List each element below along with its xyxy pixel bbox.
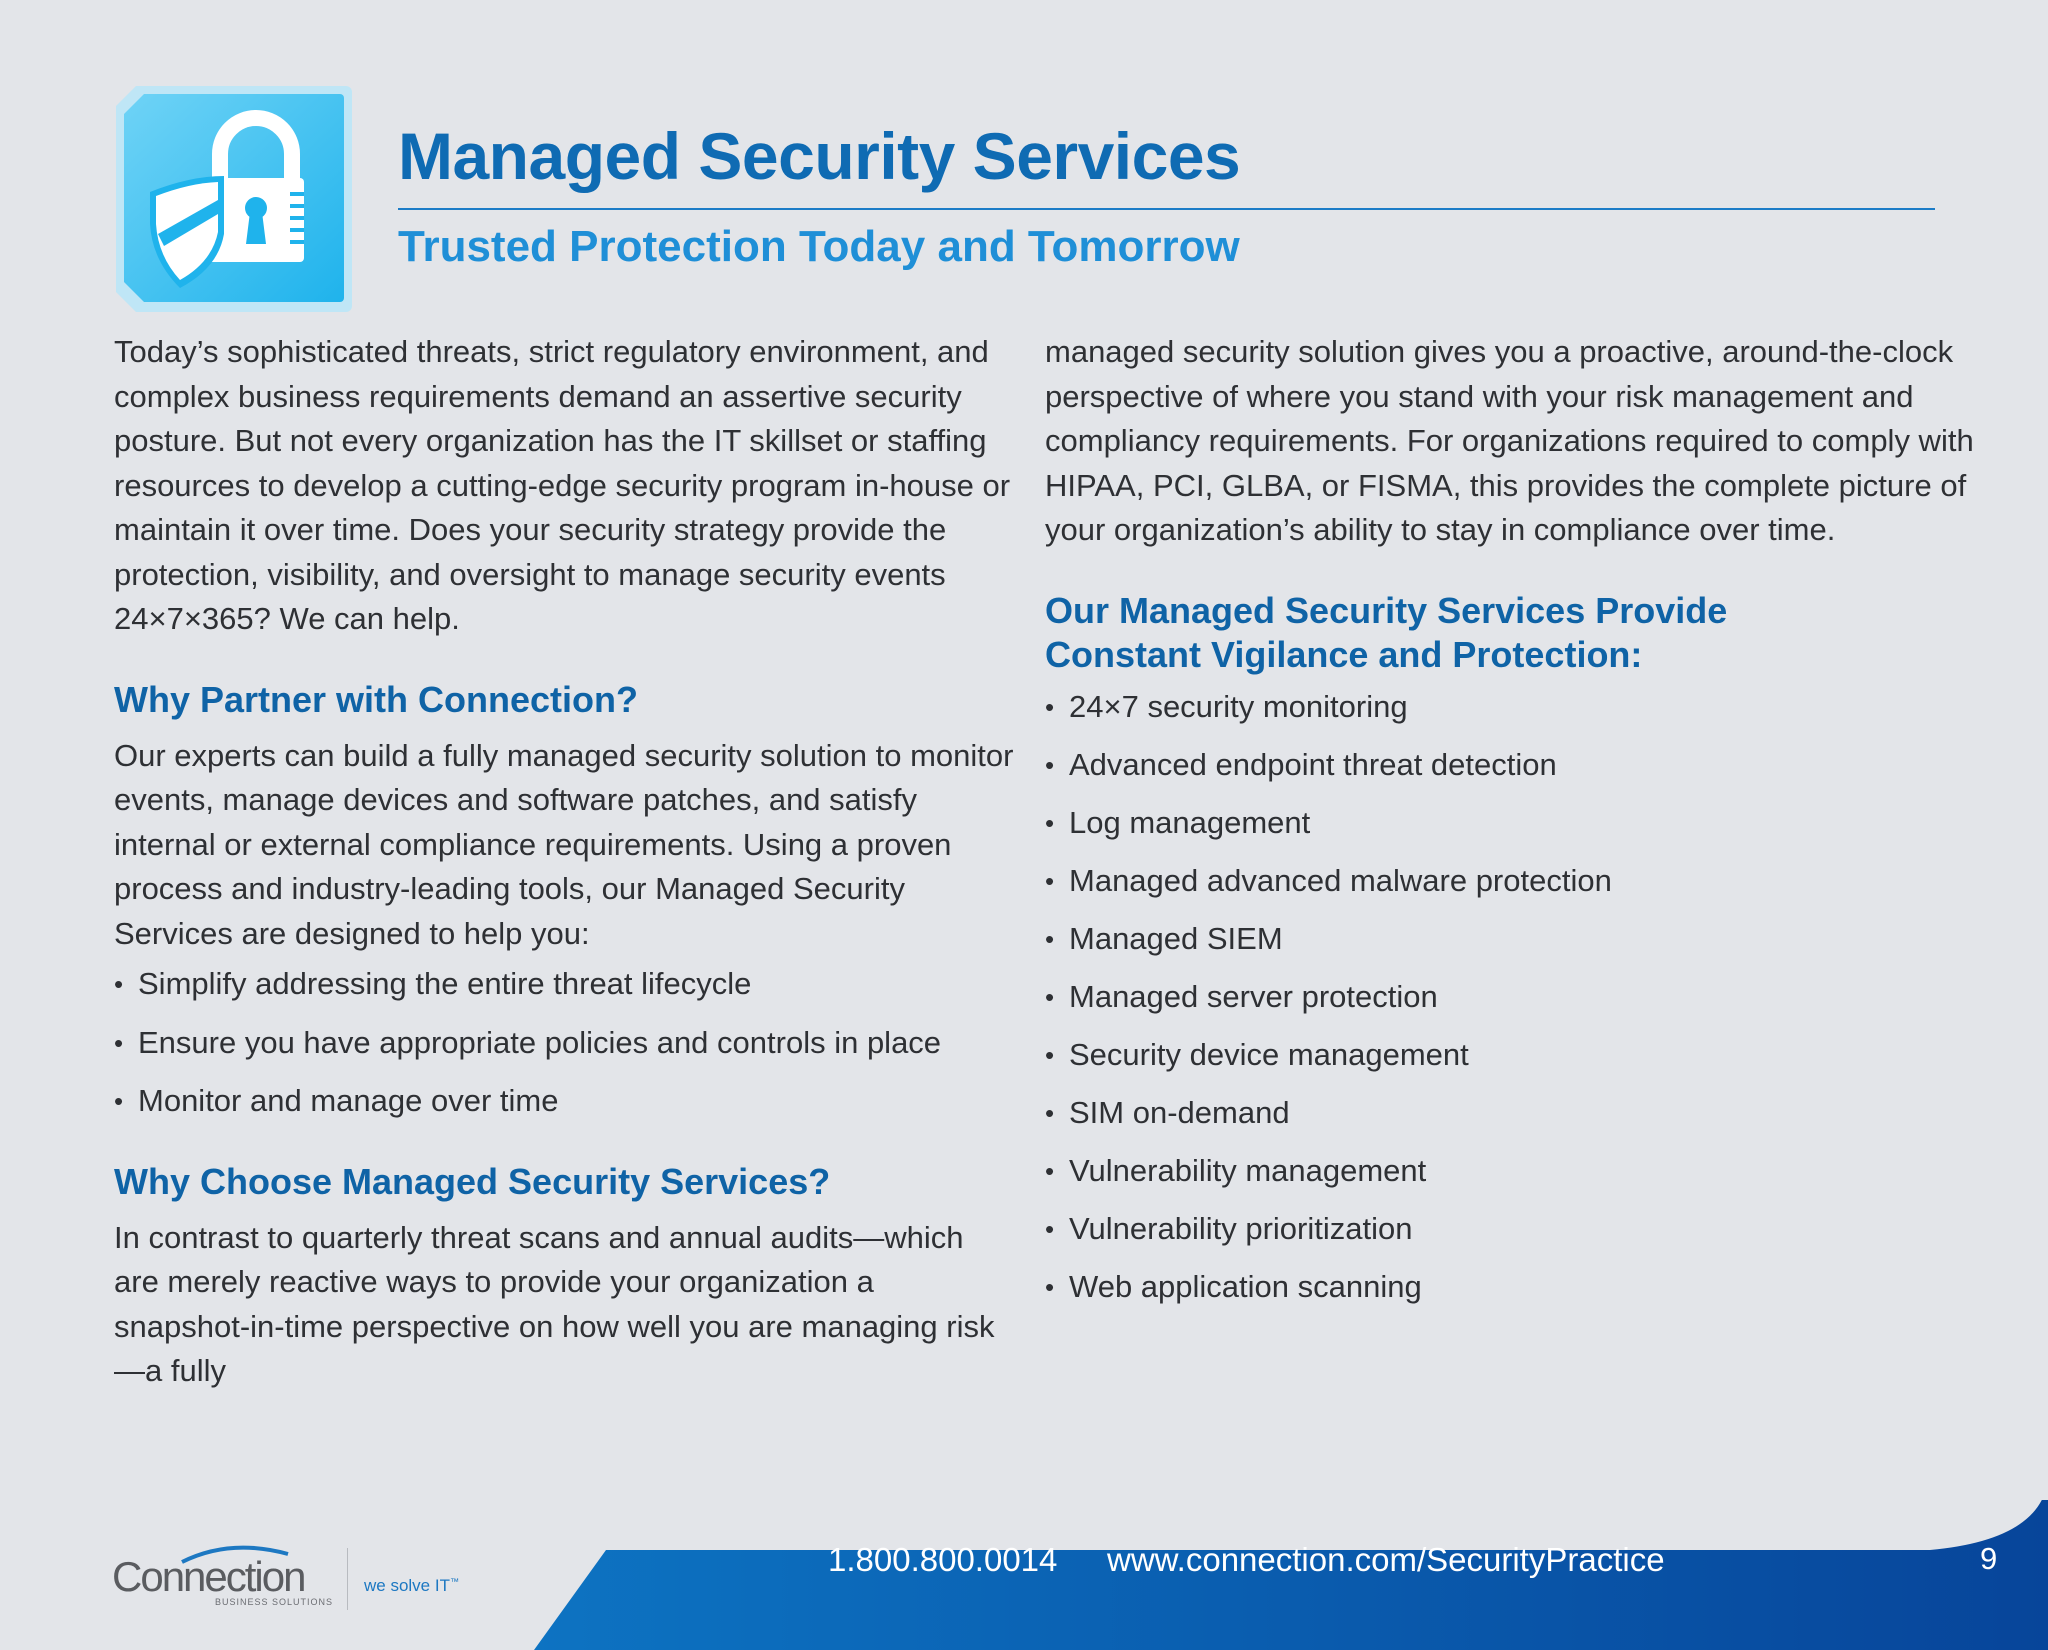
bullet-icon: • (1045, 981, 1055, 1012)
bullet-icon: • (1045, 1271, 1055, 1302)
bullet-icon: • (1045, 1097, 1055, 1128)
list-item: • Ensure you have appropriate policies and controls in place (114, 1021, 1014, 1066)
company-logo: Connection (112, 1553, 305, 1600)
phone-number: 1.800.800.0014 (828, 1541, 1058, 1578)
provide-heading: Our Managed Security Services Provide Constant Vigilance and Protection: (1045, 589, 1728, 675)
list-item: • Web application scanning (1045, 1265, 1975, 1310)
bullet-icon: • (1045, 749, 1055, 780)
partner-heading: Why Partner with Connection? (114, 678, 639, 720)
partner-bullet-list (114, 962, 1014, 1124)
bullet-icon: • (114, 1027, 124, 1058)
bullet-icon: • (1045, 1155, 1055, 1186)
bullet-icon: • (114, 969, 124, 999)
choose-heading: Why Choose Managed Security Services? (114, 1160, 831, 1202)
list-item: • Log management (1045, 801, 1975, 846)
list-item: • Vulnerability management (1045, 1149, 1975, 1194)
bullet-icon: • (114, 1086, 124, 1116)
shield-lock-icon (114, 84, 354, 314)
list-item: • Security device management (1045, 1033, 1975, 1078)
bullet-icon: • (1045, 865, 1055, 896)
list-item: • Advanced endpoint threat detection (1045, 743, 1975, 788)
list-item: • Managed SIEM (1045, 917, 1975, 962)
tagline: we solve IT™ (364, 1576, 459, 1595)
page-subtitle: Trusted Protection Today and Tomorrow (398, 222, 1240, 271)
bullet-icon: • (1045, 1213, 1055, 1244)
bullet-icon: • (1045, 691, 1055, 722)
page-number: 9 (1980, 1541, 1998, 1576)
website-url[interactable]: www.connection.com/SecurityPractice (1107, 1541, 1665, 1578)
intro-paragraph: Today’s sophisticated threats, strict regulatory environment, and complex business requirements demand an assertive security posture. But not every organization has the IT skillset or staffing resources to develop a cutting-edge security program in-house or maintain it over time. Does your security strategy provide the protection, visibility, and oversight to manage security events 24×7×365? We can help. (114, 334, 1011, 636)
provide-bullet-list (1045, 685, 1975, 1310)
list-item: • Monitor and manage over time (114, 1079, 1014, 1124)
list-item: • Simplify addressing the entire threat lifecycle (114, 962, 1014, 1007)
logo-divider (347, 1548, 348, 1610)
right-column (1045, 330, 1975, 1309)
continued-paragraph: managed security solution gives you a proactive, around-the-clock perspective of where you stand with your risk management and compliancy requirements. For organizations required to comply with HIPAA, PCI, GLBA, or FISMA, this provides the complete picture of your organization’s ability to stay in compliance over time. (1045, 334, 1974, 547)
page-title: Managed Security Services (398, 119, 1241, 193)
title-divider (398, 208, 1935, 210)
list-item: • Managed advanced malware protection (1045, 859, 1975, 904)
list-item: • 24×7 security monitoring (1045, 685, 1975, 730)
bullet-icon: • (1045, 1039, 1055, 1070)
choose-paragraph: In contrast to quarterly threat scans and annual audits—which are merely reactive ways to provide your organization a snapshot-in-time perspective on how well you are managing risk—a fully (114, 1219, 995, 1388)
partner-paragraph: Our experts can build a fully managed security solution to monitor events, manage devices and software patches, and satisfy internal or external compliance requirements. Using a proven process and industry-leading tools, our Managed Security Services are designed to help you: (114, 737, 1014, 951)
bullet-icon: • (1045, 923, 1055, 954)
bullet-icon: • (1045, 807, 1055, 838)
left-column (114, 330, 1014, 1394)
list-item: • Vulnerability prioritization (1045, 1207, 1975, 1252)
list-item: • Managed server protection (1045, 975, 1975, 1020)
logo-subtext: BUSINESS SOLUTIONS (215, 1597, 334, 1607)
list-item: • SIM on-demand (1045, 1091, 1975, 1136)
